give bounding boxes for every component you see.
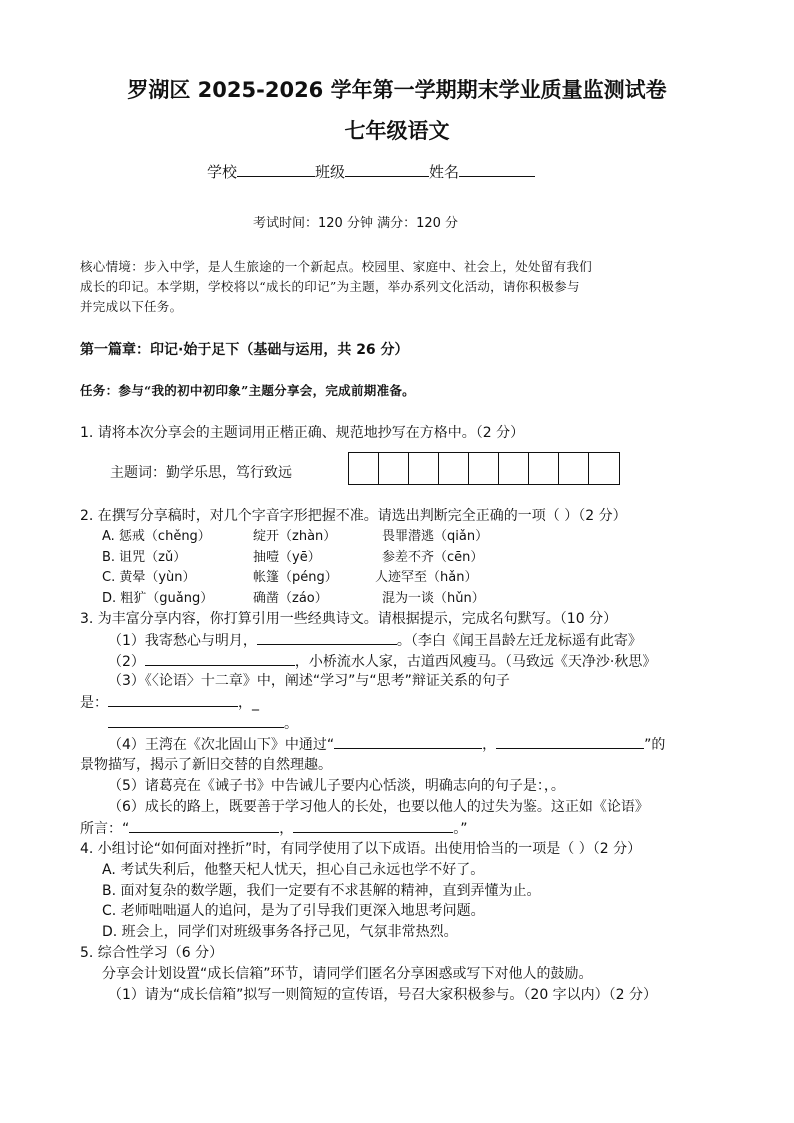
grid-cell[interactable] [499, 453, 529, 484]
school-label: 学校 [207, 163, 238, 181]
q5-intro: 分享会计划设置“成长信箱”环节，请同学们匿名分享困惑或写下对他人的鼓励。 [102, 966, 593, 982]
grid-cell[interactable] [589, 453, 619, 484]
q4-option-c: C. 老师咄咄逼人的追问，是为了引导我们更深入地思考问题。 [102, 903, 485, 919]
q3-line-6: （6）成长的路上，既要善于学习他人的长处，也要以他人的过失为鉴。这正如《论语》 [108, 799, 649, 815]
grid-cell[interactable] [469, 453, 499, 484]
q3-text: 3. 为丰富分享内容，你打算引用一些经典诗文。请根据提示，完成名句默写。（10 分） [80, 611, 618, 627]
q5-text: 5. 综合性学习（6 分） [80, 945, 224, 961]
grid-cell[interactable] [379, 453, 409, 484]
q3-line-3c [108, 713, 298, 734]
q3-line-3b [80, 692, 259, 713]
q2-option-b-b: 抽噎（yē） [253, 550, 321, 565]
grid-cell[interactable] [559, 453, 589, 484]
q4-option-b: B. 面对复杂的数学题，我们一定要有不求甚解的精神，直到弄懂为止。 [102, 883, 541, 899]
q3-blank-8[interactable] [293, 818, 453, 833]
writing-grid[interactable] [348, 452, 620, 485]
q3-line3-b: 是： [80, 695, 108, 711]
q4-text: 4. 小组讨论“如何面对挫折”时，有同学使用了以下成语。出使用恰当的一项是（ ）（2 分） [80, 841, 642, 857]
q3-line4-a: （4）王湾在《次北固山下》中通过“ [108, 737, 335, 753]
q3-line-4c: 景物描写，揭示了新旧交替的自然理趣。 [80, 757, 332, 773]
q1-theme: 主题词：勤学乐思，笃行致远 [110, 465, 292, 481]
name-blank[interactable] [459, 162, 535, 177]
q3-line1-a: （1）我寄愁心与明月， [108, 633, 257, 649]
q2-option-a-c: 畏罪潜逃（qiǎn） [382, 529, 489, 544]
q2-option-d-c: 混为一谈（hǔn） [382, 591, 485, 606]
intro-line-2: 成长的印记。本学期，学校将以“成长的印记”为主题，举办系列文化活动，请你积极参与 [80, 279, 580, 294]
grid-cell[interactable] [529, 453, 559, 484]
q3-line3-end: 。 [284, 716, 298, 732]
grid-cell[interactable] [409, 453, 439, 484]
grid-cell[interactable] [439, 453, 469, 484]
q2-option-c: C. 黄晕（yùn） [102, 570, 196, 585]
q2-option-b: B. 诅咒（zǔ） [102, 550, 187, 565]
q3-blank-4[interactable] [108, 713, 284, 728]
section1-heading: 第一篇章：印记·始于足下（基础与运用，共 26 分） [80, 342, 409, 358]
q3-line1-b: 。（李白《闻王昌龄左迁龙标遥有此寄》 [396, 633, 642, 649]
q3-line2-a: （2） [108, 654, 145, 670]
q3-line4-b: ”的 [644, 737, 666, 753]
q3-blank-2[interactable] [145, 651, 295, 666]
school-blank[interactable] [237, 162, 315, 177]
q3-line6-sep: ， [279, 821, 294, 837]
q3-line-6b [80, 818, 468, 839]
name-label: 姓名 [429, 163, 460, 181]
q3-blank-5[interactable] [334, 734, 482, 749]
q4-option-d: D. 班会上，同学们对班级事务各抒己见，气氛非常热烈。 [102, 924, 458, 940]
class-label: 班级 [315, 163, 346, 181]
exam-info: 考试时间：120 分钟 满分：120 分 [253, 216, 459, 231]
q2-option-c-c: 人迹罕至（hǎn） [375, 570, 478, 585]
intro-line-1: 核心情境：步入中学，是人生旅途的一个新起点。校园里、家庭中、社会上，处处留有我们 [80, 259, 593, 274]
q3-blank-3[interactable] [108, 692, 238, 707]
q3-blank-7[interactable] [129, 818, 279, 833]
q1-text: 1. 请将本次分享会的主题词用正楷正确、规范地抄写在方格中。（2 分） [80, 425, 525, 441]
intro-line-3: 并完成以下任务。 [80, 299, 183, 314]
q3-line6-end: 。” [453, 821, 468, 837]
q2-option-d: D. 粗犷（guǎng） [102, 591, 214, 606]
q3-line-4 [108, 734, 665, 755]
q3-blank-6[interactable] [496, 734, 644, 749]
exam-subtitle: 七年级语文 [344, 119, 450, 143]
q3-line2-b: ，小桥流水人家，古道西风瘦马。（马致远《天净沙·秋思》 [294, 654, 657, 670]
q3-line4-sep: ， [482, 737, 497, 753]
q3-blank-1[interactable] [257, 630, 397, 645]
q2-option-b-c: 参差不齐（cēn） [382, 550, 484, 565]
q3-line-1 [108, 630, 642, 651]
q3-line6-b: 所言：“ [80, 821, 130, 837]
q3-line-5: （5）诸葛亮在《诫子书》中告诫儿子要内心恬淡，明确志向的句子是：，。 [108, 778, 565, 794]
class-blank[interactable] [345, 162, 429, 177]
q2-option-c-b: 帐篷（péng） [253, 570, 338, 585]
q3-line3-sep: ，_ [238, 695, 259, 711]
grid-cell[interactable] [349, 453, 379, 484]
student-info-row [207, 162, 535, 182]
q5-sub1: （1）请为“成长信箱”拟写一则简短的宣传语，号召大家积极参与。（20 字以内）（2 分） [108, 987, 658, 1003]
exam-title: 罗湖区 2025-2026 学年第一学期期末学业质量监测试卷 [127, 78, 667, 102]
section1-task: 任务：参与“我的初中初印象”主题分享会，完成前期准备。 [80, 383, 415, 398]
q3-line-3: （3）《〈论语〉十二章》中，阐述“学习”与“思考”辩证关系的句子 [108, 673, 510, 689]
q4-option-a: A. 考试失利后，他整天杞人忧天，担心自己永远也学不好了。 [102, 862, 485, 878]
q2-text: 2. 在撰写分享稿时，对几个字音字形把握不准。请选出判断完全正确的一项（ ）（2 分） [80, 508, 627, 524]
q2-option-d-b: 确凿（záo） [253, 591, 328, 606]
q2-option-a-b: 绽开（zhàn） [253, 529, 337, 544]
q2-option-a: A. 惩戒（chěng） [102, 529, 211, 544]
q3-line-2 [108, 651, 656, 672]
